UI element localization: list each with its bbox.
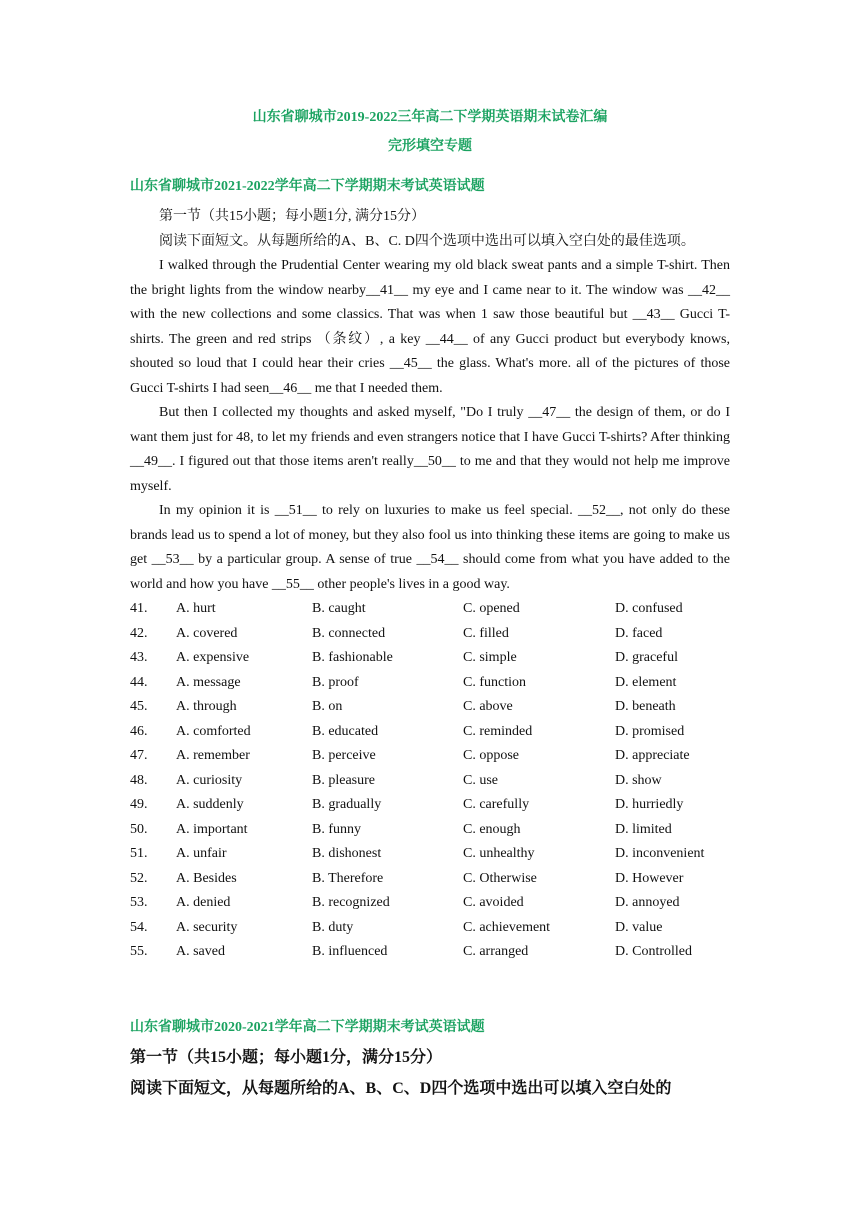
option-c: C. reminded <box>463 723 533 739</box>
option-b: B. funny <box>312 821 361 837</box>
option-b: B. perceive <box>312 748 376 763</box>
question-number: 52. <box>130 870 148 886</box>
question-number: 47. <box>130 748 148 763</box>
question-row <box>130 916 730 941</box>
passage-section-1 <box>130 205 730 597</box>
question-number: 44. <box>130 674 148 690</box>
instructions: 阅读下面短文。从每题所给的A、B、C. D四个选项中选出可以填入空白处的最佳选项。 <box>159 233 695 249</box>
document-title: 山东省聊城市2019-2022三年高二下学期英语期末试卷汇编 <box>252 110 608 125</box>
section-heading-2021-2022: 山东省聊城市2021-2022学年高二下学期期末考试英语试题 <box>130 179 485 194</box>
question-options-table <box>130 597 730 965</box>
question-row <box>130 597 730 622</box>
question-number: 45. <box>130 699 148 714</box>
option-b: B. gradually <box>312 797 382 812</box>
question-row <box>130 671 730 696</box>
question-row <box>130 940 730 965</box>
option-b: B. influenced <box>312 944 388 959</box>
option-c: C. function <box>463 674 526 690</box>
question-number: 55. <box>130 944 148 959</box>
option-d: D. graceful <box>615 650 678 665</box>
option-a: A. unfair <box>176 846 227 861</box>
option-a: A. through <box>176 699 237 714</box>
question-number: 51. <box>130 846 148 861</box>
question-row <box>130 891 730 916</box>
option-c: C. arranged <box>463 944 529 959</box>
option-b: B. fashionable <box>312 650 393 665</box>
question-row <box>130 744 730 769</box>
passage-paragraph-3: In my opinion it is __51__ to rely on luxuries to make us feel special. __52__, not only do these brands lead us to spend a lot of money, but they also fool us into thinking these items are going to make us get __53__ by a particular group. A sense of true __54__ should come from what you have added to the world and how you have __55__ other people's lives in a good way. <box>130 503 730 592</box>
option-b: B. proof <box>312 674 359 690</box>
option-b: B. dishonest <box>312 846 382 861</box>
option-c: C. carefully <box>463 797 530 812</box>
passage-paragraph-1: I walked through the Prudential Center wearing my old black sweat pants and a simple T-shirt. Then the bright lights from the window nearby__41__ my eye and I came near to it. The window was __42__ with the new collections and some classics. That was when 1 saw those beautiful but __43__ Gucci T-shirts. The green and red strips （条纹）, a key __44__ of any Gucci product but everybody knows, shouted so loud that I could hear their cries __45__ the glass. What's more. all of the pictures of those Gucci T-shirts I had seen__46__ me that I needed them. <box>130 258 730 396</box>
question-row <box>130 720 730 745</box>
option-d: D. annoyed <box>615 895 680 910</box>
option-c: C. above <box>463 699 513 714</box>
option-a: A. denied <box>176 895 231 910</box>
option-a: A. hurt <box>176 601 216 616</box>
option-d: D. faced <box>615 625 663 641</box>
passage-paragraph-2: But then I collected my thoughts and asked myself, "Do I truly __47__ the design of them, or do I want them just for 48, to let my friends and even strangers notice that I have Gucci T-shirts? After thinking __49__. I figured out that those items aren't really__50__ to me and that they would not help me improve myself. <box>130 405 730 494</box>
option-d: D. However <box>615 870 684 886</box>
question-number: 42. <box>130 625 148 641</box>
option-b: B. pleasure <box>312 772 375 788</box>
question-row <box>130 769 730 794</box>
option-a: A. message <box>176 674 241 690</box>
document-subtitle: 完形填空专题 <box>388 139 472 154</box>
option-d: D. appreciate <box>615 748 690 763</box>
question-number: 48. <box>130 772 148 788</box>
option-a: A. remember <box>176 748 250 763</box>
part-label: 第一节（共15小题；每小题1分, 满分15分） <box>159 209 425 224</box>
option-d: D. limited <box>615 821 672 837</box>
option-d: D. show <box>615 772 662 788</box>
option-b: B. connected <box>312 625 386 641</box>
option-a: A. covered <box>176 625 238 641</box>
option-c: C. enough <box>463 821 521 837</box>
option-c: C. Otherwise <box>463 870 537 886</box>
question-number: 54. <box>130 919 148 935</box>
option-c: C. unhealthy <box>463 846 535 861</box>
option-d: D. promised <box>615 723 685 739</box>
option-b: B. educated <box>312 723 379 739</box>
question-row <box>130 818 730 843</box>
option-b: B. recognized <box>312 895 390 910</box>
option-a: A. Besides <box>176 870 237 886</box>
question-number: 50. <box>130 821 148 837</box>
question-number: 53. <box>130 895 148 910</box>
option-d: D. inconvenient <box>615 846 705 861</box>
question-row <box>130 793 730 818</box>
option-c: C. opened <box>463 601 520 616</box>
option-d: D. confused <box>615 601 683 616</box>
question-row <box>130 695 730 720</box>
option-a: A. important <box>176 821 248 837</box>
question-row <box>130 867 730 892</box>
option-c: C. oppose <box>463 748 519 763</box>
part-label-section-2: 第一节（共15小题；每小题1分，满分15分） <box>130 1049 443 1066</box>
question-row <box>130 646 730 671</box>
option-b: B. duty <box>312 919 354 935</box>
question-number: 43. <box>130 650 148 665</box>
option-d: D. element <box>615 674 677 690</box>
option-c: C. simple <box>463 650 517 665</box>
option-d: D. beneath <box>615 699 676 714</box>
question-row <box>130 842 730 867</box>
question-number: 46. <box>130 723 148 739</box>
option-b: B. Therefore <box>312 870 384 886</box>
option-a: A. security <box>176 919 238 935</box>
option-a: A. suddenly <box>176 797 244 812</box>
instructions-section-2: 阅读下面短文，从每题所给的A、B、C、D四个选项中选出可以填入空白处的 <box>130 1080 672 1097</box>
option-c: C. use <box>463 772 498 788</box>
question-number: 41. <box>130 601 148 616</box>
option-a: A. comforted <box>176 723 251 739</box>
option-d: D. value <box>615 919 663 935</box>
option-a: A. curiosity <box>176 772 243 788</box>
option-c: C. avoided <box>463 895 524 910</box>
question-number: 49. <box>130 797 148 812</box>
option-d: D. Controlled <box>615 944 692 959</box>
option-a: A. expensive <box>176 650 250 665</box>
question-row <box>130 622 730 647</box>
option-c: C. achievement <box>463 919 551 935</box>
option-d: D. hurriedly <box>615 797 684 812</box>
option-a: A. saved <box>176 944 225 959</box>
option-b: B. caught <box>312 601 366 616</box>
option-b: B. on <box>312 699 343 714</box>
option-c: C. filled <box>463 625 509 641</box>
section-heading-2020-2021: 山东省聊城市2020-2021学年高二下学期期末考试英语试题 <box>130 1020 485 1035</box>
